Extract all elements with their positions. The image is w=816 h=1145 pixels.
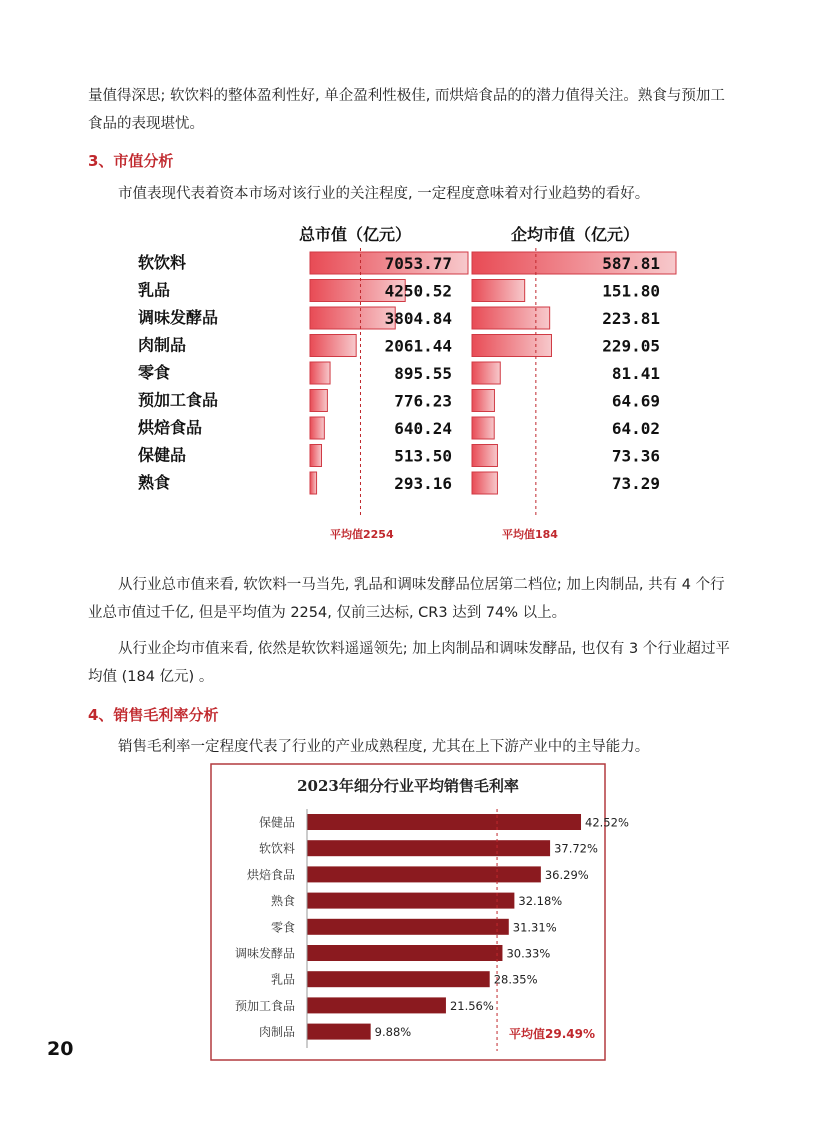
value-label-average: 229.05	[602, 336, 660, 356]
section-3-paragraph-1: 从行业总市值来看, 软饮料一马当先, 乳品和调味发酵品位居第二档位; 加上肉制品, 共有 4 个行业总市值过千亿, 但是平均值为 2254, 仅前三达标, CR3 达到 74% 以上。	[88, 577, 725, 621]
bar-average	[472, 445, 497, 467]
section-3-paragraph-2: 从行业企均市值来看, 依然是软饮料遥遥领先; 加上肉制品和调味发酵品, 也仅有 3 个行业超过平均值 (184 亿元) 。	[88, 641, 730, 685]
value-label: 42.52%	[585, 815, 629, 830]
category-label: 肉制品	[138, 335, 187, 355]
category-label: 调味发酵品	[138, 308, 219, 327]
value-label-average: 73.29	[611, 474, 660, 493]
chart-frame	[211, 764, 605, 1060]
bar	[307, 840, 550, 856]
section-3-heading: 3、市值分析	[88, 152, 174, 170]
series-header-total: 总市值（亿元）	[298, 225, 412, 244]
bar	[307, 866, 541, 882]
value-label-total: 3804.84	[384, 309, 452, 328]
bar-average	[472, 280, 525, 302]
gross-margin-chart	[210, 763, 629, 1061]
average-label-total: 平均值2254	[330, 528, 394, 541]
value-label-total: 513.50	[394, 446, 452, 466]
category-label: 熟食	[270, 894, 295, 909]
bar-total	[310, 472, 317, 494]
category-label: 零食	[270, 920, 295, 935]
category-label: 软饮料	[258, 841, 295, 856]
value-label: 32.18%	[518, 894, 563, 909]
value-label-total: 2061.44	[384, 336, 452, 356]
section-4-intro: 销售毛利率一定程度代表了行业的产业成熟程度, 尤其在上下游产业中的主导能力。	[118, 739, 650, 755]
category-label: 软饮料	[138, 253, 187, 272]
bar-total	[310, 335, 356, 357]
section-3-intro: 市值表现代表着资本市场对该行业的关注程度, 一定程度意味着对行业趋势的看好。	[118, 186, 650, 202]
intro-paragraph: 量值得深思; 软饮料的整体盈利性好, 单企盈利性极佳, 而烘焙食品的的潜力值得关注。熟食与预加工食品的表现堪忧。	[88, 88, 725, 132]
page-number: 20	[47, 1038, 74, 1060]
category-label: 烘焙食品	[138, 418, 203, 437]
average-label-average: 平均值184	[502, 528, 558, 541]
bar	[307, 1024, 371, 1040]
chart-title: 2023年细分行业平均销售毛利率	[297, 777, 519, 795]
value-label-total: 776.23	[394, 391, 452, 411]
bar-average	[472, 335, 551, 357]
value-label: 30.33%	[506, 946, 551, 961]
value-label-average: 64.02	[611, 419, 660, 438]
average-label: 平均值29.49%	[509, 1027, 596, 1041]
bar-total	[310, 307, 395, 329]
category-label: 保健品	[258, 815, 295, 830]
category-label: 调味发酵品	[234, 946, 295, 961]
category-label: 乳品	[138, 280, 171, 300]
category-label: 乳品	[270, 972, 295, 987]
bar	[307, 945, 502, 961]
section-4-heading: 4、销售毛利率分析	[88, 706, 219, 724]
category-label: 肉制品	[258, 1025, 295, 1040]
category-label: 零食	[138, 363, 171, 382]
bar	[307, 814, 581, 830]
category-label: 预加工食品	[138, 390, 219, 410]
value-label: 28.35%	[493, 972, 538, 987]
value-label: 37.72%	[554, 841, 598, 856]
bar-average	[472, 390, 494, 412]
value-label: 36.29%	[544, 867, 589, 882]
bar-total	[310, 362, 330, 384]
value-label-total: 4250.52	[384, 281, 452, 301]
bar-total	[310, 445, 322, 467]
value-label-average: 81.41	[611, 364, 660, 383]
bar-average	[472, 307, 550, 329]
value-label-total: 293.16	[394, 474, 452, 493]
series-header-average: 企均市值（亿元）	[510, 225, 640, 244]
category-label: 预加工食品	[234, 998, 295, 1013]
category-label: 保健品	[138, 445, 187, 465]
bar-total	[310, 390, 327, 412]
value-label: 31.31%	[512, 920, 557, 935]
value-label-average: 151.80	[602, 281, 660, 301]
value-label: 21.56%	[449, 998, 494, 1013]
bar-average	[472, 417, 494, 439]
market-value-chart	[130, 218, 690, 548]
bar-average	[472, 472, 497, 494]
value-label-average: 73.36	[611, 446, 660, 466]
bar	[307, 919, 509, 935]
value-label-average: 64.69	[611, 391, 660, 411]
bar	[307, 971, 490, 987]
category-label: 熟食	[138, 473, 171, 492]
bar-total	[310, 417, 324, 439]
value-label-total: 895.55	[394, 364, 452, 383]
value-label-total: 640.24	[394, 419, 452, 438]
bar-average	[472, 362, 500, 384]
bar	[307, 893, 514, 909]
value-label: 9.88%	[374, 1025, 412, 1040]
value-label-total: 7053.77	[384, 254, 452, 273]
category-label: 烘焙食品	[246, 867, 295, 882]
value-label-average: 587.81	[602, 254, 660, 273]
value-label-average: 223.81	[602, 309, 660, 328]
bar	[307, 997, 446, 1013]
